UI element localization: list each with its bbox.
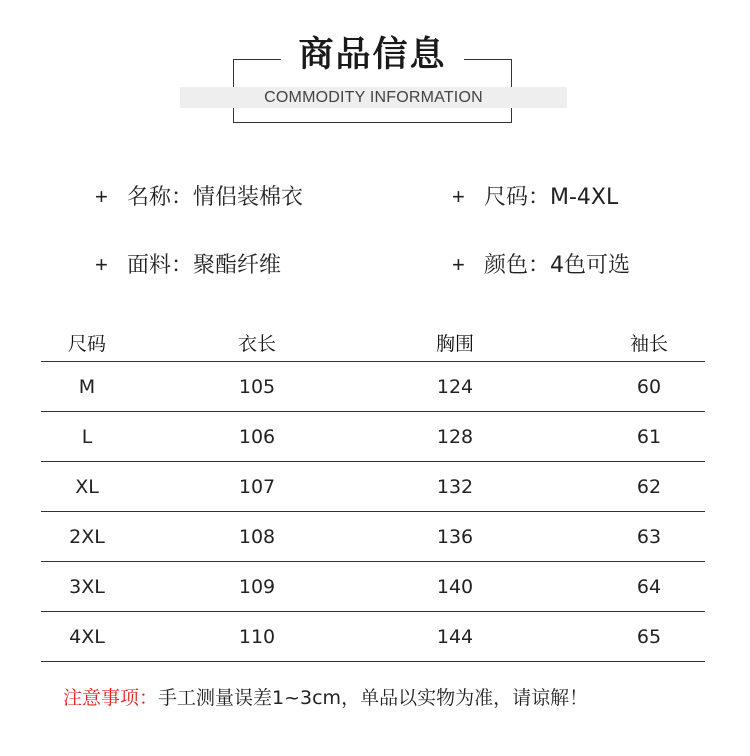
cell-length: 108 [238, 525, 276, 548]
table-row [41, 512, 705, 562]
column-header-sleeve: 袖长 [629, 333, 668, 355]
plus-icon: + [95, 252, 108, 277]
size-table [41, 324, 705, 662]
page-title: 商品信息 [298, 35, 447, 75]
note-label: 注意事项： [63, 687, 159, 709]
plus-icon: + [452, 184, 465, 209]
table-row [41, 462, 705, 512]
cell-size: L [81, 425, 93, 448]
table-row [41, 612, 705, 662]
page-subtitle: COMMODITY INFORMATION [264, 89, 483, 106]
column-header-size: 尺码 [67, 333, 106, 355]
cell-size: 3XL [69, 575, 105, 598]
cell-sleeve: 61 [636, 425, 662, 448]
info-value: 聚酯纤维 [193, 253, 282, 278]
header-frame-top-right-line [464, 59, 512, 60]
table-row [41, 362, 705, 412]
info-value: 情侣装棉衣 [193, 185, 304, 210]
cell-chest: 140 [436, 575, 474, 598]
info-label: 颜色： [484, 253, 551, 278]
info-item-fabric [95, 250, 281, 280]
cell-length: 109 [238, 575, 276, 598]
cell-chest: 144 [436, 625, 474, 648]
cell-size: XL [75, 475, 99, 498]
cell-chest: 136 [436, 525, 474, 548]
cell-sleeve: 62 [636, 475, 662, 498]
cell-size: 4XL [69, 625, 105, 648]
cell-chest: 132 [436, 475, 474, 498]
cell-length: 105 [238, 375, 276, 398]
info-value: M-4XL [550, 185, 619, 210]
header [0, 0, 750, 140]
cell-length: 107 [238, 475, 276, 498]
info-item-size [452, 182, 618, 212]
cell-size: M [78, 375, 96, 398]
table-row [41, 562, 705, 612]
info-label: 面料： [127, 253, 194, 278]
info-item-color [452, 250, 630, 280]
info-label: 名称： [127, 185, 194, 210]
cell-length: 110 [238, 625, 276, 648]
table-row [41, 412, 705, 462]
column-header-chest: 胸围 [435, 333, 474, 355]
plus-icon: + [452, 252, 465, 277]
info-value: 4色可选 [550, 253, 631, 278]
column-header-length: 衣长 [237, 333, 276, 355]
cell-chest: 124 [436, 375, 474, 398]
cell-length: 106 [238, 425, 276, 448]
note-text: 手工测量误差1~3cm，单品以实物为准，请谅解！ [158, 687, 589, 709]
info-label: 尺码： [484, 185, 551, 210]
cell-sleeve: 65 [636, 625, 662, 648]
cell-sleeve: 60 [636, 375, 662, 398]
note [63, 683, 588, 713]
cell-size: 2XL [69, 525, 105, 548]
cell-sleeve: 63 [636, 525, 662, 548]
table-header-row [41, 324, 705, 362]
cell-chest: 128 [436, 425, 474, 448]
header-frame-top-left-line [233, 59, 281, 60]
info-item-name [95, 182, 303, 212]
cell-sleeve: 64 [636, 575, 662, 598]
plus-icon: + [95, 184, 108, 209]
